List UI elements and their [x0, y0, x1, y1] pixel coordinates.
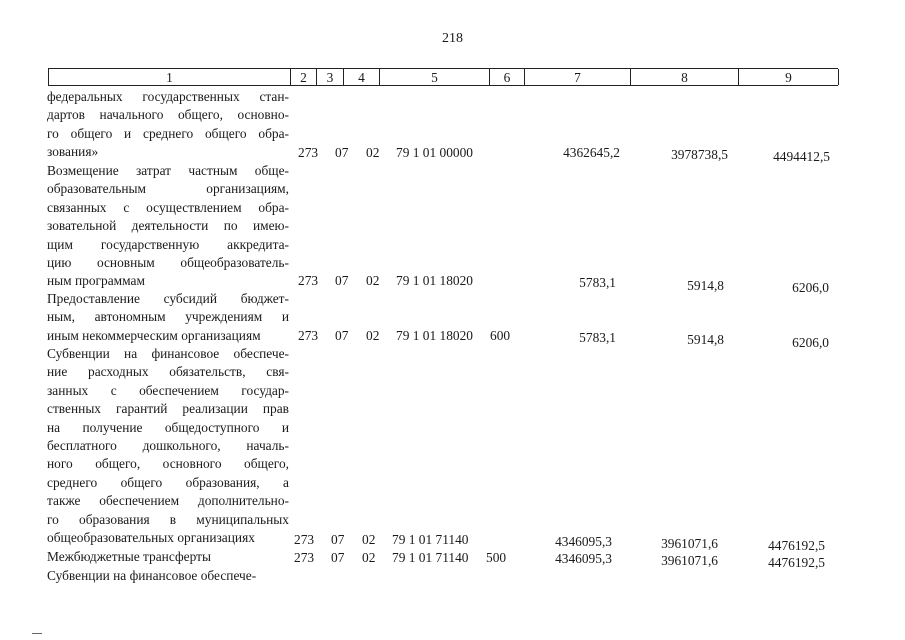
row-2-col8: 5914,8 — [687, 278, 724, 293]
row-4-col7: 4346095,3 — [555, 534, 612, 549]
table-header — [48, 68, 838, 86]
page-mark — [32, 633, 42, 634]
row-1-description: федеральных государственных стан- дартов начального общего, основно- го общего и среднего общего обра- зования» — [47, 89, 289, 160]
header-col-9: 9 — [739, 69, 839, 85]
row-3-col5: 79 1 01 18020 — [396, 328, 473, 343]
row-3-col8: 5914,8 — [687, 332, 724, 347]
row-1-col4: 02 — [366, 145, 380, 160]
row-3-col4: 02 — [366, 328, 380, 343]
page-number: 218 — [442, 31, 463, 46]
header-col-4: 4 — [344, 69, 380, 85]
row-1-col5: 79 1 01 00000 — [396, 145, 473, 160]
header-col-5: 5 — [380, 69, 490, 85]
header-col-6: 6 — [490, 69, 525, 85]
row-4-col4: 02 — [362, 532, 376, 547]
row-1-col3: 07 — [335, 145, 349, 160]
header-col-8: 8 — [631, 69, 739, 85]
row-3-col2: 273 — [298, 328, 319, 343]
row-2-description: Возмещение затрат частным обще- образовательным организациям, связанных с осуществлением обра- зовательной деятельности по имею- щим государственную аккредита- цию основным общеобразователь- ным программам — [47, 163, 289, 289]
row-2-col5: 79 1 01 18020 — [396, 273, 473, 288]
row-5-col2: 273 — [294, 550, 315, 565]
row-4-col2: 273 — [294, 532, 315, 547]
header-col-1: 1 — [49, 69, 291, 85]
header-col-2: 2 — [291, 69, 317, 85]
row-5-col4: 02 — [362, 550, 376, 565]
row-3-col9: 6206,0 — [792, 335, 829, 350]
row-4-col8: 3961071,6 — [661, 536, 718, 551]
header-col-3: 3 — [317, 69, 344, 85]
row-5-col9: 4476192,5 — [768, 555, 825, 570]
row-6-description: Субвенции на финансовое обеспече- — [47, 568, 257, 583]
row-1-col7: 4362645,2 — [563, 145, 620, 160]
row-3-col7: 5783,1 — [579, 330, 616, 345]
row-1-col9: 4494412,5 — [773, 149, 830, 164]
row-5-col7: 4346095,3 — [555, 551, 612, 566]
row-4-col5: 79 1 01 71140 — [392, 532, 469, 547]
row-3-col6: 600 — [490, 328, 511, 343]
row-2-col2: 273 — [298, 273, 319, 288]
row-1-col8: 3978738,5 — [671, 147, 728, 162]
row-5-description: Межбюджетные трансферты — [47, 549, 211, 564]
row-2-col3: 07 — [335, 273, 349, 288]
row-2-col4: 02 — [366, 273, 380, 288]
row-3-description: Предоставление субсидий бюджет- ным, автономным учреждениям и иным некоммерческим организациям — [47, 291, 289, 343]
row-4-description: Субвенции на финансовое обеспече- ние расходных обязательств, свя- занных с обеспечением государ- ственных гарантий реализации прав на получение общедоступного и бесплатного дошкольного, началь- ного общего, основного общего, среднего общего образования, а также обеспечением дополнительно- го образования в муниципальных общеобразовательных организациях — [47, 346, 289, 545]
row-1-col2: 273 — [298, 145, 319, 160]
row-5-col8: 3961071,6 — [661, 553, 718, 568]
row-2-col9: 6206,0 — [792, 280, 829, 295]
header-col-7: 7 — [525, 69, 631, 85]
row-4-col3: 07 — [331, 532, 345, 547]
row-5-col6: 500 — [486, 550, 507, 565]
row-4-col9: 4476192,5 — [768, 538, 825, 553]
row-3-col3: 07 — [335, 328, 349, 343]
row-5-col5: 79 1 01 71140 — [392, 550, 469, 565]
row-2-col7: 5783,1 — [579, 275, 616, 290]
row-5-col3: 07 — [331, 550, 345, 565]
